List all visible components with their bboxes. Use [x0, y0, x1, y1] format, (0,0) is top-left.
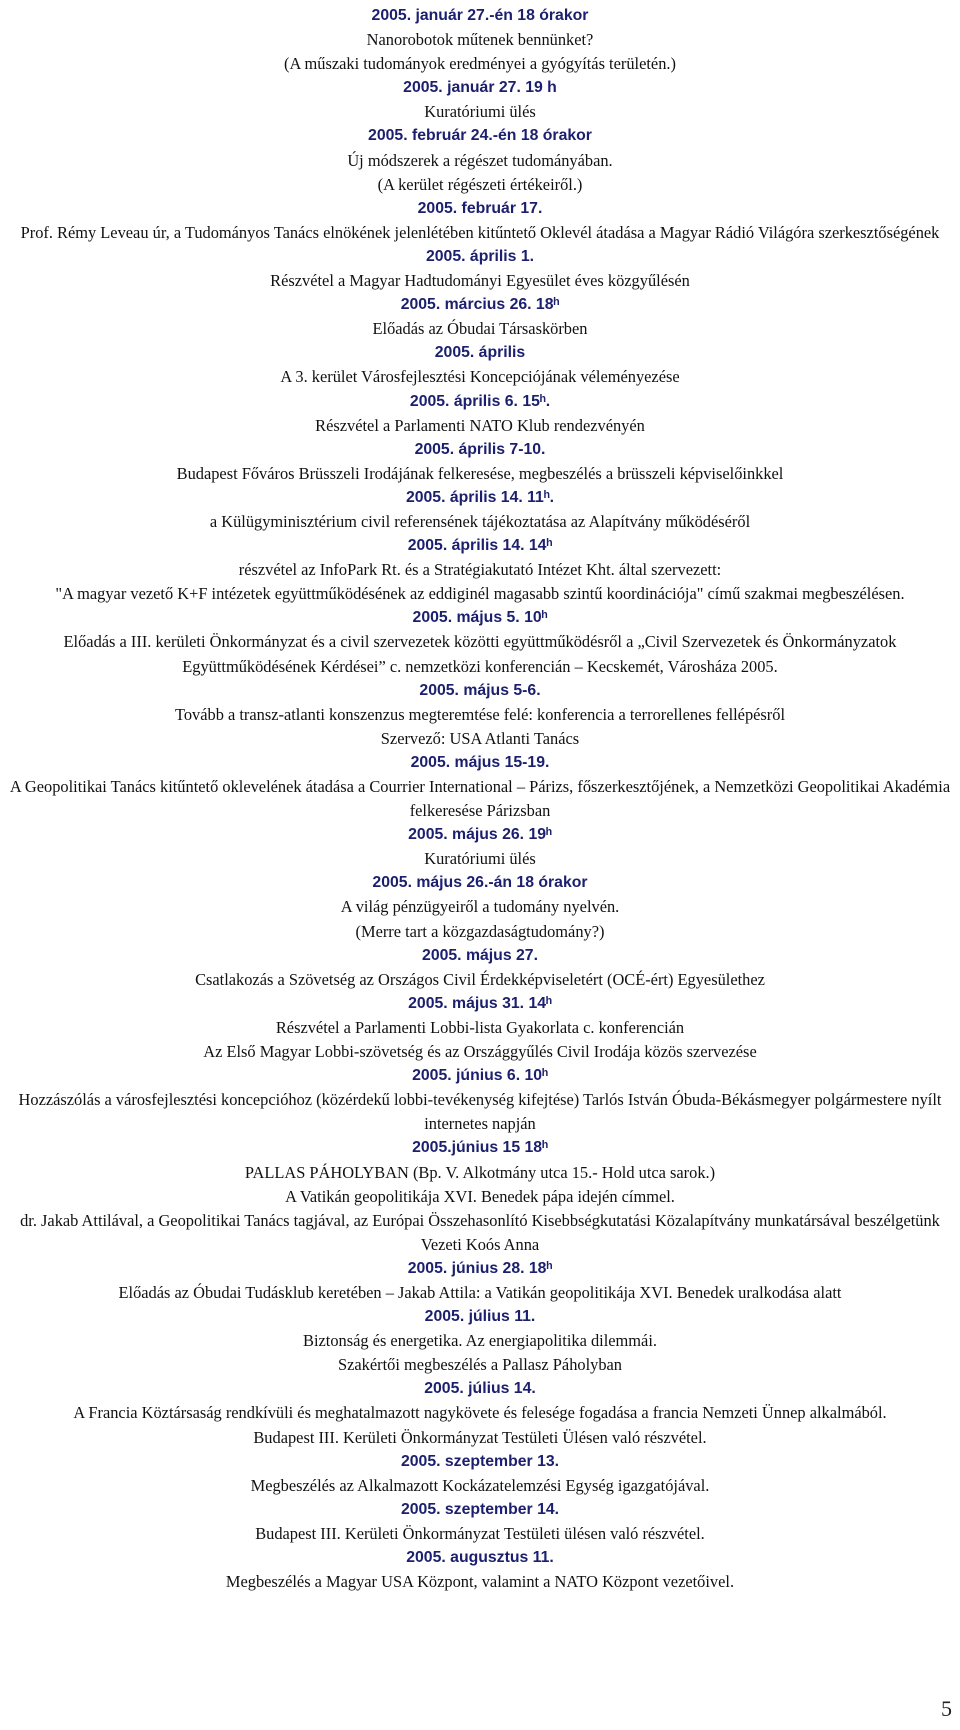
event-entry [0, 438, 960, 486]
event-description: Részvétel a Parlamenti Lobbi-lista Gyakorlata c. konferencián [275, 1017, 685, 1037]
event-entry [0, 992, 960, 1064]
event-date: 2005. április 14. 11ʰ. [405, 488, 555, 506]
event-date: 2005. május 27. [422, 946, 538, 964]
event-entry [0, 1377, 960, 1449]
event-date: 2005. szeptember 14. [400, 1500, 560, 1518]
event-description: A Vatikán geopolitikája XVI. Benedek pápa idején címmel. [285, 1186, 675, 1206]
event-entry [0, 751, 960, 823]
event-description: Szervező: USA Atlanti Tanács [380, 728, 580, 748]
event-description: A 3. kerület Városfejlesztési Koncepciójának véleményezése [280, 367, 680, 387]
event-entry [0, 1450, 960, 1498]
event-description: PALLAS PÁHOLYBAN (Bp. V. Alkotmány utca 15.- Hold utca sarok.) [244, 1162, 716, 1182]
event-description: Kuratóriumi ülés [424, 102, 536, 122]
event-entry [0, 679, 960, 751]
event-entry [0, 1257, 960, 1305]
event-date: 2005. január 27. 19 h [403, 79, 557, 97]
event-description: (A műszaki tudományok eredményei a gyógyítás területén.) [284, 54, 676, 74]
event-description: Nanorobotok műtenek bennünket? [366, 30, 594, 50]
event-date: 2005. június 6. 10ʰ [412, 1067, 548, 1085]
event-entry [0, 1305, 960, 1377]
event-description: Részvétel a Parlamenti NATO Klub rendezvényén [315, 415, 645, 435]
event-entry [0, 293, 960, 341]
event-entry [0, 390, 960, 438]
event-description: Budapest III. Kerületi Önkormányzat Testületi ülésen való részvétel. [255, 1523, 705, 1543]
event-description: Előadás az Óbudai Társaskörben [372, 319, 588, 339]
event-description: Hozzászólás a városfejlesztési koncepcióhoz (közérdekű lobbi-tevékenység kifejtése) Tarlós István Óbuda-Békásmegyer polgármestere nyílt internetes napján [18, 1090, 942, 1134]
event-entry [0, 197, 960, 245]
event-entry [0, 76, 960, 124]
event-entry [0, 1136, 960, 1256]
event-date: 2005. május 15-19. [410, 753, 550, 771]
event-date: 2005. április 6. 15ʰ. [409, 392, 551, 410]
event-description: Budapest III. Kerületi Önkormányzat Testületi Ülésen való részvétel. [253, 1427, 707, 1447]
event-date: 2005. március 26. 18ʰ [400, 296, 560, 314]
event-description: Tovább a transz-atlanti konszenzus megteremtése felé: konferencia a terrorellenes fellépésről [174, 704, 786, 724]
event-entry [0, 341, 960, 389]
event-description: A világ pénzügyeiről a tudomány nyelvén. [340, 897, 620, 917]
event-date: 2005. április 14. 14ʰ [407, 537, 553, 555]
event-description: dr. Jakab Attilával, a Geopolitikai Tanács tagjával, az Európai Összehasonlító Kisebbségkutatási Közalapítvány munkatársával beszélgetünk [20, 1210, 940, 1230]
event-date: 2005. február 17. [417, 199, 543, 217]
event-description: Megbeszélés a Magyar USA Központ, valamint a NATO Központ vezetőivel. [225, 1572, 735, 1592]
event-date: 2005. május 31. 14ʰ [408, 994, 552, 1012]
event-entry [0, 871, 960, 943]
event-date: 2005. április [434, 344, 526, 362]
event-entry [0, 1064, 960, 1136]
event-description: Új módszerek a régészet tudományában. [347, 150, 613, 170]
page-number: 5 [941, 1696, 952, 1721]
event-description: A Geopolitikai Tanács kitűntető oklevelének átadása a Courrier International – Párizs, főszerkesztőjének, a Nemzetközi Geopolitikai Akadémia felkeresése Párizsban [9, 777, 951, 821]
event-description: Biztonság és energetika. Az energiapolitika dilemmái. [303, 1331, 657, 1351]
event-entry [0, 534, 960, 606]
event-date: 2005. április 7-10. [414, 440, 546, 458]
event-date: 2005. május 5-6. [419, 681, 541, 699]
document-body [0, 4, 960, 1594]
event-entry [0, 823, 960, 871]
event-description: Részvétel a Magyar Hadtudományi Egyesület éves közgyűlésén [270, 271, 690, 291]
event-description: a Külügyminisztérium civil referensének tájékoztatása az Alapítvány működéséről [209, 511, 751, 531]
event-description: (A kerület régészeti értékeiről.) [377, 174, 583, 194]
event-description: részvétel az InfoPark Rt. és a Stratégiakutató Intézet Kht. által szervezett: [238, 560, 722, 580]
event-entry [0, 944, 960, 992]
event-description: Szakértői megbeszélés a Pallasz Páholyban [337, 1355, 622, 1375]
event-description: A Francia Köztársaság rendkívüli és meghatalmazott nagykövete és felesége fogadása a francia Nemzeti Ünnep alkalmából. [73, 1403, 887, 1423]
event-description: Budapest Főváros Brüsszeli Irodájának felkeresése, megbeszélés a brüsszeli képviselőinkkel [176, 463, 784, 483]
event-date: 2005. február 24.-én 18 órakor [368, 127, 592, 145]
event-date: 2005. augusztus 11. [406, 1549, 554, 1566]
event-description: Vezeti Koós Anna [420, 1234, 540, 1254]
event-date: 2005. április 1. [425, 247, 535, 265]
event-date: 2005. május 26. 19ʰ [408, 826, 552, 844]
event-date: 2005. május 5. 10ʰ [412, 609, 548, 627]
event-entry [0, 1498, 960, 1546]
event-description: Előadás az Óbudai Tudásklub keretében – Jakab Attila: a Vatikán geopolitikája XVI. Benedek uralkodása alatt [118, 1282, 842, 1302]
event-entry [0, 486, 960, 534]
event-date: 2005. szeptember 13. [400, 1452, 560, 1470]
event-entry [0, 245, 960, 293]
event-date: 2005. január 27.-én 18 órakor [371, 7, 589, 24]
event-description: Kuratóriumi ülés [424, 849, 536, 869]
event-entry [0, 4, 960, 76]
event-date: 2005. július 14. [424, 1380, 536, 1398]
event-description: Az Első Magyar Lobbi-szövetség és az Országgyűlés Civil Irodája közös szervezése [203, 1042, 757, 1062]
event-description: Csatlakozás a Szövetség az Országos Civil Érdekképviseletért (OCÉ-ért) Egyesülethez [195, 969, 765, 989]
event-date: 2005. június 28. 18ʰ [407, 1259, 553, 1277]
event-date: 2005. július 11. [424, 1308, 536, 1326]
event-description: Megbeszélés az Alkalmazott Kockázatelemzési Egység igazgatójával. [250, 1475, 710, 1495]
event-description: Prof. Rémy Leveau úr, a Tudományos Tanács elnökének jelenlétében kitűntető Oklevél átadása a Magyar Rádió Világóra szerkesztőségének [20, 222, 940, 242]
event-entry [0, 124, 960, 196]
event-description: Előadás a III. kerületi Önkormányzat és a civil szervezetek közötti együttműködésről a „Civil Szervezetek és Önkormányzatok Együttműködésének Kérdései” c. nemzetközi konferencián – Kecskemét, Városháza 2005. [63, 632, 897, 676]
event-date: 2005. május 26.-án 18 órakor [372, 874, 588, 892]
event-description: (Merre tart a közgazdaságtudomány?) [355, 921, 605, 941]
event-description: "A magyar vezető K+F intézetek együttműködésének az eddiginél magasabb szintű koordinációja" című szakmai megbeszélésen. [55, 584, 905, 604]
event-date: 2005.június 15 18ʰ [412, 1139, 548, 1157]
event-entry [0, 606, 960, 678]
event-entry [0, 1546, 960, 1594]
